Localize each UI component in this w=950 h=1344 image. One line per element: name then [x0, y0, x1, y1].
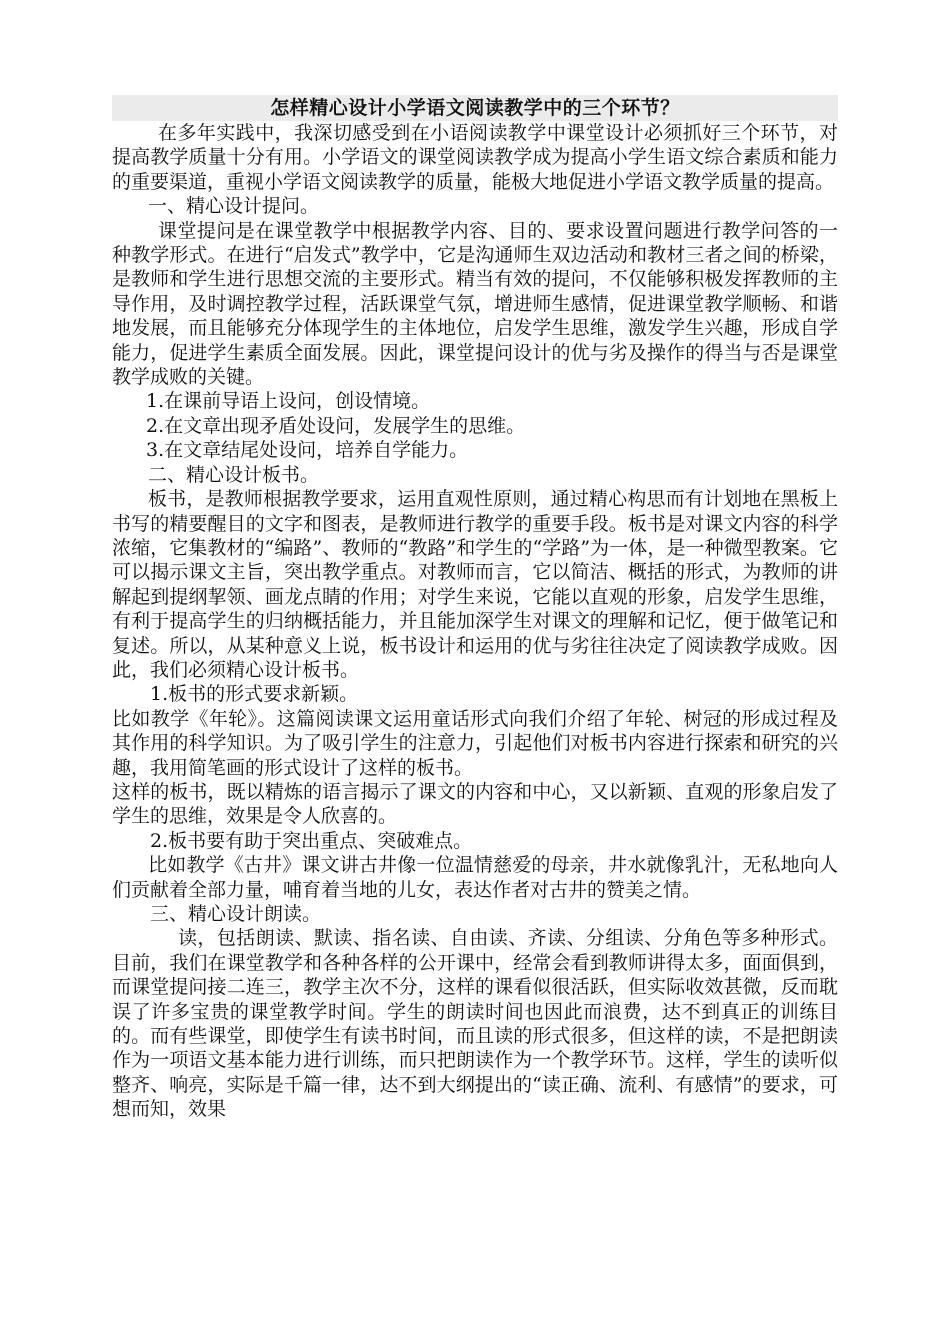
paragraph: 一、精心设计提问。: [148, 195, 320, 218]
paragraph: 二、精心设计板书。: [148, 463, 320, 486]
paragraph: 3.在文章结尾处设问，培养自学能力。: [146, 439, 469, 462]
paragraph: 板书，是教师根据教学要求，运用直观性原则，通过精心构思而有计划地在黑板上书写的精要醒目的文字和图表，是教师进行教学的重要手段。板书是对课文内容的科学浓缩，它集教材的“编路”、教师的“教路”和学生的“学路”为一体，是一种微型教案。它可以揭示课文主旨，突出教学重点。对教师而言，它以简洁、概括的形式，为教师的讲解起到提纲挈领、画龙点睛的作用；对学生来说，它能以直观的形象，启发学生思维，有利于提高学生的归纳概括能力，并且能加深学生对课文的理解和记忆，便于做笔记和复述。所以，从某种意义上说，板书设计和运用的优与劣往往决定了阅读教学成败。因此，我们必须精心设计板书。: [112, 488, 838, 681]
paragraph: 读，包括朗读、默读、指名读、自由读、齐读、分组读、分角色等多种形式。目前，我们在课堂教学和各种各样的公开课中，经常会看到教师讲得太多，面面俱到，而课堂提问接二连三，教学主次不分，这样的课看似很活跃，但实际收效甚微，反而耽误了许多宝贵的课堂教学时间。学生的朗读时间也因此而浪费，达不到真正的训练目的。而有些课堂，即使学生有读书时间，而且读的形式很多，但这样的读，不是把朗读作为一项语文基本能力进行训练，而只把朗读作为一个教学环节。这样，学生的读听似整齐、响亮，实际是千篇一律，达不到大纲提出的“读正确、流利、有感情”的要求，可想而知，效果: [112, 927, 838, 1121]
paragraph: 三、精心设计朗读。: [150, 903, 322, 925]
paragraph: 课堂提问是在课堂教学中根据教学内容、目的、要求设置问题进行教学问答的一种教学形式。在进行“启发式”教学中，它是沟通师生双边活动和教材三者之间的桥梁，是教师和学生进行思想交流的主要形式。精当有效的提问，不仅能够积极发挥教师的主导作用，及时调控教学过程，活跃课堂气氛，增进师生感情，促进课堂教学顺畅、和谐地发展，而且能够充分体现学生的主体地位，启发学生思维，激发学生兴趣，形成自学能力，促进学生素质全面发展。因此，课堂提问设计的优与劣及操作的得当与否是课堂教学成败的关键。: [112, 219, 838, 389]
paragraph: 比如教学《古井》课文讲古井像一位温情慈爱的母亲，井水就像乳汁，无私地向人们贡献着全部力量，哺育着当地的儿女，表达作者对古井的赞美之情。: [112, 854, 838, 901]
paragraph: 1.板书的形式要求新颖。: [150, 683, 359, 706]
document-page: [112, 95, 838, 1122]
paragraph: 2.板书要有助于突出重点、突破难点。: [150, 829, 473, 852]
paragraph: 1.在课前导语上设问，创设情境。: [146, 390, 431, 413]
paragraph: 这样的板书，既以精炼的语言揭示了课文的内容和中心，又以新颖、直观的形象启发了学生的思维，效果是令人欣喜的。: [112, 780, 838, 828]
paragraph: 2.在文章出现矛盾处设问，发展学生的思维。: [146, 414, 526, 437]
document-title: 怎样精心设计小学语文阅读教学中的三个环节？: [112, 95, 838, 121]
paragraph: 比如教学《年轮》。这篇阅读课文运用童话形式向我们介绍了年轮、树冠的形成过程及其作用的科学知识。为了吸引学生的注意力，引起他们对板书内容进行探索和研究的兴趣，我用简笔画的形式设计了这样的板书。: [112, 707, 838, 779]
document-body: [112, 121, 838, 1122]
paragraph: 在多年实践中，我深切感受到在小语阅读教学中课堂设计必须抓好三个环节，对提高教学质量十分有用。小学语文的课堂阅读教学成为提高小学生语文综合素质和能力的重要渠道，重视小学语文阅读教学的质量，能极大地促进小学语文教学质量的提高。: [112, 122, 838, 193]
